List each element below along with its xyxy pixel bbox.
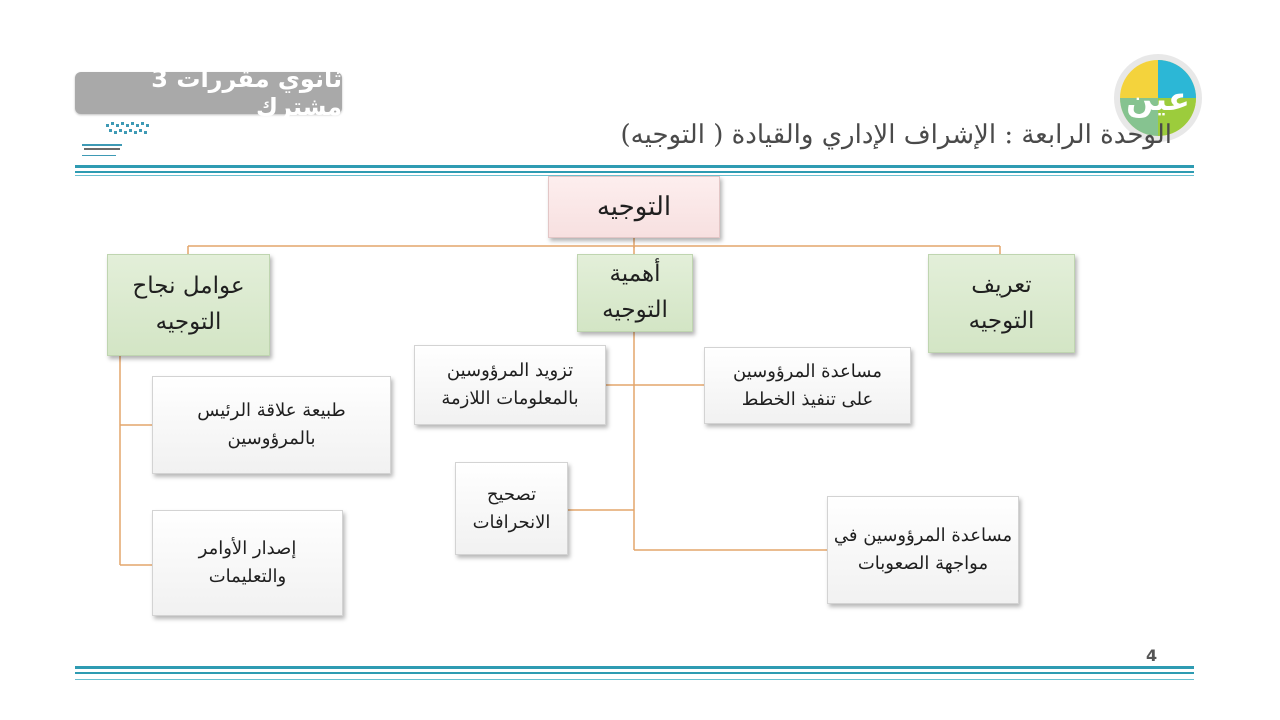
node-success-factors-label: عوامل نجاح التوجيه (132, 273, 245, 335)
footer-rule (75, 672, 1194, 674)
header-rule (75, 165, 1194, 168)
footer-rule (75, 679, 1194, 680)
importance-item-information (414, 345, 606, 425)
node-success-factors (107, 254, 270, 356)
importance-item-label: مساعدة المرؤوسين على تنفيذ الخطط (733, 360, 882, 410)
footer-rule (75, 666, 1194, 669)
factor-item-label: إصدار الأوامر والتعليمات (198, 538, 297, 587)
node-importance-label: أهمية التوجيه (602, 261, 668, 323)
ain-logo-text: عين (1126, 80, 1190, 118)
importance-item-difficulties (827, 496, 1019, 604)
course-badge: ثانوي مقررات 3 مشترك (75, 72, 342, 114)
node-definition (928, 254, 1075, 353)
page-number: 4 (1146, 646, 1158, 665)
factor-item-relationship (152, 376, 391, 474)
root-node-label: التوجيه (596, 191, 672, 222)
factor-item-orders (152, 510, 343, 616)
factor-item-label: طبيعة علاقة الرئيس بالمرؤوسين (197, 400, 346, 449)
node-definition-label: تعريف التوجيه (968, 271, 1035, 334)
node-importance (577, 254, 693, 332)
slide-title: الوحدة الرابعة : الإشراف الإداري والقيادة ( التوجيه) (620, 120, 1172, 150)
importance-item-correction (455, 462, 568, 555)
importance-item-label: تصحيح الانحرافات (472, 483, 551, 533)
root-node (548, 176, 720, 238)
importance-item-plans (704, 347, 911, 424)
importance-item-label: مساعدة المرؤوسين في مواجهة الصعوبات (833, 525, 1013, 574)
ministry-of-education-logo (76, 118, 168, 162)
importance-item-label: تزويد المرؤوسين بالمعلومات اللازمة (441, 360, 579, 409)
header-rule (75, 171, 1194, 173)
